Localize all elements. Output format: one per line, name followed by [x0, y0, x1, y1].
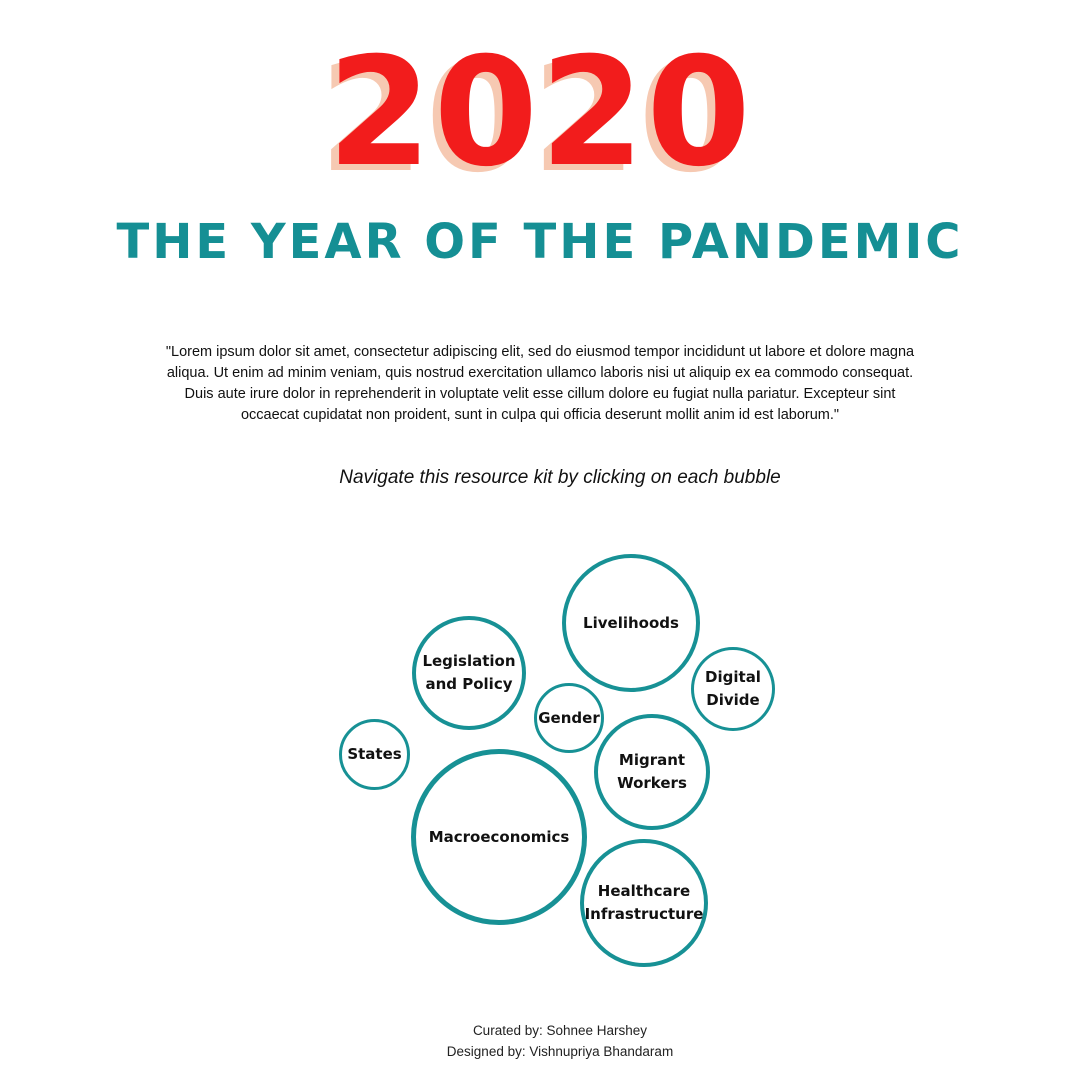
page-subtitle: THE YEAR OF THE PANDEMIC — [116, 214, 964, 270]
bubble-digital-divide[interactable] — [691, 647, 775, 731]
intro-quote: "Lorem ipsum dolor sit amet, consectetur adipiscing elit, sed do eiusmod tempor incididunt ut labore et dolore magna aliqua. Ut enim ad minim veniam, quis nostrud exercitation ullamco laboris nisi ut aliquip ex ea commodo consequat. Duis aute irure dolor in reprehenderit in voluptate velit esse cillum dolore eu fugiat nulla pariatur. Excepteur sint occaecat cupidatat non proident, sunt in culpa qui officia deserunt mollit anim id est laborum." — [165, 344, 915, 423]
bubble-migrant-workers[interactable] — [594, 714, 710, 830]
designed-by: Designed by: Vishnupriya Bhandaram — [446, 1044, 674, 1059]
curated-by: Curated by: Sohnee Harshey — [472, 1023, 648, 1038]
bubble-legislation-and-policy[interactable] — [412, 616, 526, 730]
bubble-label: Migrant Workers — [617, 751, 687, 792]
navigation-hint: Navigate this resource kit by clicking on each bubble — [339, 467, 781, 488]
bubble-states[interactable] — [339, 719, 410, 790]
credits — [0, 1020, 1080, 1062]
bubble-healthcare-infrastructure[interactable] — [580, 839, 708, 967]
bubble-label: Macroeconomics — [428, 827, 570, 846]
bubble-gender[interactable] — [534, 683, 604, 753]
bubble-macroeconomics[interactable] — [411, 749, 587, 925]
bubble-label: Healthcare Infrastructure — [584, 882, 704, 923]
bubble-label: Legislation and Policy — [422, 652, 516, 693]
bubble-label: Digital Divide — [705, 668, 761, 709]
bubble-label: Livelihoods — [583, 613, 679, 632]
bubble-label: States — [347, 745, 402, 763]
bubble-livelihoods[interactable] — [562, 554, 700, 692]
bubble-label: Gender — [538, 708, 600, 727]
year-title: 2020 — [327, 26, 753, 200]
